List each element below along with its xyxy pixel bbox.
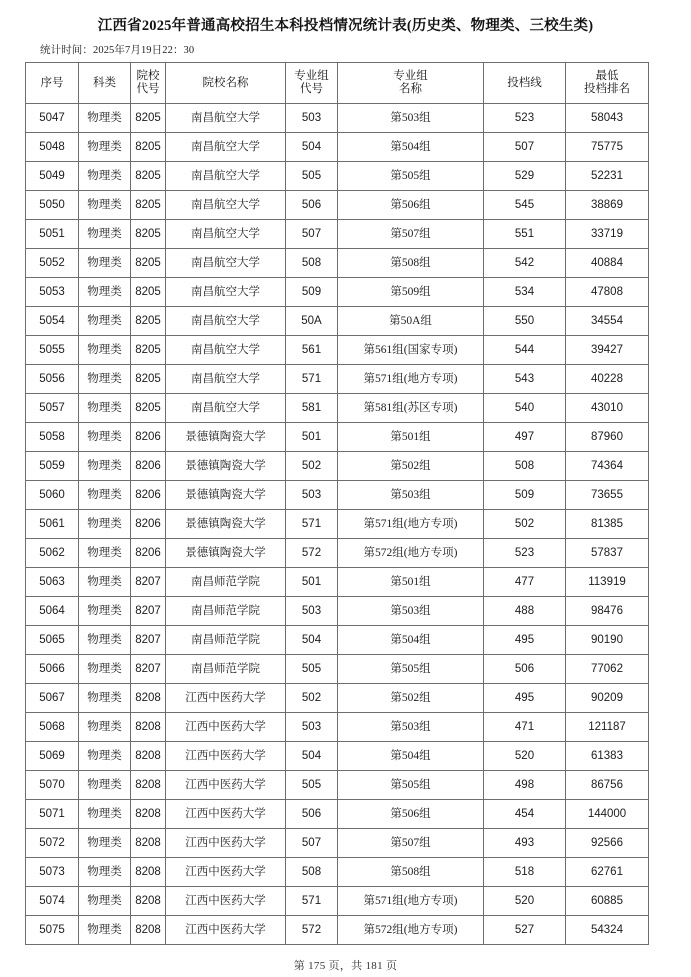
table-body xyxy=(26,104,649,945)
cell-score-line: 497 xyxy=(484,423,566,452)
cell-score-line: 550 xyxy=(484,307,566,336)
cell-group-name: 第581组(苏区专项) xyxy=(338,394,484,423)
table-row xyxy=(26,858,649,887)
cell-min-rank: 38869 xyxy=(566,191,649,220)
cell-sequence: 5067 xyxy=(26,684,79,713)
cell-school-code: 8205 xyxy=(131,394,166,423)
cell-sequence: 5053 xyxy=(26,278,79,307)
cell-school-name: 景德镇陶瓷大学 xyxy=(166,481,286,510)
table-row xyxy=(26,742,649,771)
cell-school-code: 8205 xyxy=(131,104,166,133)
cell-group-name: 第502组 xyxy=(338,684,484,713)
cell-group-code: 503 xyxy=(286,713,338,742)
cell-group-name: 第506组 xyxy=(338,800,484,829)
cell-score-line: 529 xyxy=(484,162,566,191)
column-header-group-name-line2: 名称 xyxy=(399,83,422,95)
column-header-school-code xyxy=(131,63,166,104)
cell-category: 物理类 xyxy=(79,916,131,945)
cell-sequence: 5070 xyxy=(26,771,79,800)
cell-score-line: 540 xyxy=(484,394,566,423)
cell-min-rank: 58043 xyxy=(566,104,649,133)
cell-school-code: 8205 xyxy=(131,133,166,162)
cell-school-code: 8206 xyxy=(131,510,166,539)
cell-school-name: 南昌航空大学 xyxy=(166,191,286,220)
cell-group-name: 第571组(地方专项) xyxy=(338,887,484,916)
cell-group-code: 50A xyxy=(286,307,338,336)
cell-min-rank: 81385 xyxy=(566,510,649,539)
table-row xyxy=(26,191,649,220)
statistics-timestamp: 统计时间：2025年7月19日22：30 xyxy=(40,45,195,56)
cell-score-line: 520 xyxy=(484,742,566,771)
cell-school-code: 8208 xyxy=(131,829,166,858)
cell-score-line: 527 xyxy=(484,916,566,945)
table-row xyxy=(26,481,649,510)
cell-school-name: 南昌师范学院 xyxy=(166,568,286,597)
cell-min-rank: 40884 xyxy=(566,249,649,278)
cell-min-rank: 75775 xyxy=(566,133,649,162)
cell-group-code: 561 xyxy=(286,336,338,365)
cell-school-code: 8208 xyxy=(131,858,166,887)
column-header-sequence-label: 序号 xyxy=(40,76,64,89)
cell-category: 物理类 xyxy=(79,423,131,452)
cell-group-name: 第508组 xyxy=(338,858,484,887)
cell-category: 物理类 xyxy=(79,336,131,365)
table-row xyxy=(26,104,649,133)
cell-group-code: 509 xyxy=(286,278,338,307)
cell-score-line: 518 xyxy=(484,858,566,887)
cell-category: 物理类 xyxy=(79,829,131,858)
table-row xyxy=(26,916,649,945)
column-header-min-rank-line1: 最低 xyxy=(595,70,619,82)
cell-category: 物理类 xyxy=(79,365,131,394)
cell-sequence: 5059 xyxy=(26,452,79,481)
cell-group-name: 第506组 xyxy=(338,191,484,220)
cell-score-line: 523 xyxy=(484,539,566,568)
cell-school-name: 江西中医药大学 xyxy=(166,771,286,800)
cell-min-rank: 57837 xyxy=(566,539,649,568)
cell-group-name: 第571组(地方专项) xyxy=(338,365,484,394)
cell-school-name: 南昌航空大学 xyxy=(166,307,286,336)
cell-sequence: 5049 xyxy=(26,162,79,191)
cell-min-rank: 39427 xyxy=(566,336,649,365)
cell-school-name: 南昌航空大学 xyxy=(166,104,286,133)
column-header-min-rank xyxy=(566,63,649,104)
column-header-group-code-line2: 代号 xyxy=(300,83,323,95)
cell-score-line: 471 xyxy=(484,713,566,742)
cell-category: 物理类 xyxy=(79,452,131,481)
column-header-school-name-label: 院校名称 xyxy=(202,76,249,89)
cell-category: 物理类 xyxy=(79,858,131,887)
cell-category: 物理类 xyxy=(79,191,131,220)
cell-score-line: 523 xyxy=(484,104,566,133)
cell-sequence: 5072 xyxy=(26,829,79,858)
cell-score-line: 493 xyxy=(484,829,566,858)
cell-school-code: 8207 xyxy=(131,626,166,655)
cell-category: 物理类 xyxy=(79,220,131,249)
cell-group-name: 第509组 xyxy=(338,278,484,307)
cell-school-name: 江西中医药大学 xyxy=(166,800,286,829)
table-row xyxy=(26,423,649,452)
cell-min-rank: 40228 xyxy=(566,365,649,394)
cell-min-rank: 43010 xyxy=(566,394,649,423)
cell-group-code: 571 xyxy=(286,365,338,394)
cell-group-name: 第572组(地方专项) xyxy=(338,539,484,568)
cell-school-code: 8207 xyxy=(131,568,166,597)
cell-sequence: 5065 xyxy=(26,626,79,655)
cell-category: 物理类 xyxy=(79,800,131,829)
cell-score-line: 543 xyxy=(484,365,566,394)
column-header-category-label: 科类 xyxy=(93,76,116,89)
cell-group-code: 504 xyxy=(286,626,338,655)
cell-category: 物理类 xyxy=(79,568,131,597)
cell-group-code: 505 xyxy=(286,162,338,191)
cell-group-code: 571 xyxy=(286,887,338,916)
cell-sequence: 5054 xyxy=(26,307,79,336)
cell-min-rank: 90209 xyxy=(566,684,649,713)
cell-score-line: 506 xyxy=(484,655,566,684)
cell-school-code: 8207 xyxy=(131,597,166,626)
cell-category: 物理类 xyxy=(79,684,131,713)
cell-school-code: 8206 xyxy=(131,452,166,481)
column-header-group-code-line1: 专业组 xyxy=(294,70,329,82)
cell-school-name: 南昌航空大学 xyxy=(166,162,286,191)
cell-min-rank: 47808 xyxy=(566,278,649,307)
cell-school-name: 江西中医药大学 xyxy=(166,858,286,887)
cell-min-rank: 121187 xyxy=(566,713,649,742)
table-row xyxy=(26,568,649,597)
cell-score-line: 545 xyxy=(484,191,566,220)
cell-score-line: 454 xyxy=(484,800,566,829)
cell-group-code: 507 xyxy=(286,220,338,249)
cell-category: 物理类 xyxy=(79,278,131,307)
cell-group-name: 第503组 xyxy=(338,481,484,510)
cell-group-code: 507 xyxy=(286,829,338,858)
cell-sequence: 5073 xyxy=(26,858,79,887)
cell-sequence: 5074 xyxy=(26,887,79,916)
table-row xyxy=(26,626,649,655)
table-row xyxy=(26,713,649,742)
cell-sequence: 5047 xyxy=(26,104,79,133)
column-header-score-line-label: 投档线 xyxy=(507,76,542,89)
cell-school-name: 景德镇陶瓷大学 xyxy=(166,539,286,568)
cell-sequence: 5075 xyxy=(26,916,79,945)
cell-sequence: 5055 xyxy=(26,336,79,365)
cell-school-code: 8205 xyxy=(131,191,166,220)
cell-sequence: 5064 xyxy=(26,597,79,626)
cell-min-rank: 54324 xyxy=(566,916,649,945)
table-row xyxy=(26,365,649,394)
cell-min-rank: 60885 xyxy=(566,887,649,916)
cell-score-line: 502 xyxy=(484,510,566,539)
cell-min-rank: 73655 xyxy=(566,481,649,510)
cell-category: 物理类 xyxy=(79,539,131,568)
cell-score-line: 542 xyxy=(484,249,566,278)
table-row xyxy=(26,771,649,800)
cell-score-line: 534 xyxy=(484,278,566,307)
cell-sequence: 5069 xyxy=(26,742,79,771)
cell-sequence: 5052 xyxy=(26,249,79,278)
cell-school-code: 8205 xyxy=(131,365,166,394)
cell-school-name: 南昌航空大学 xyxy=(166,365,286,394)
cell-score-line: 495 xyxy=(484,684,566,713)
cell-school-code: 8205 xyxy=(131,249,166,278)
column-header-group-name-line1: 专业组 xyxy=(393,70,428,82)
column-header-group-code xyxy=(286,63,338,104)
cell-group-name: 第507组 xyxy=(338,220,484,249)
cell-category: 物理类 xyxy=(79,307,131,336)
cell-school-code: 8205 xyxy=(131,336,166,365)
cell-min-rank: 90190 xyxy=(566,626,649,655)
cell-group-code: 508 xyxy=(286,249,338,278)
cell-min-rank: 113919 xyxy=(566,568,649,597)
cell-group-code: 503 xyxy=(286,597,338,626)
cell-category: 物理类 xyxy=(79,481,131,510)
cell-school-name: 南昌航空大学 xyxy=(166,220,286,249)
cell-min-rank: 77062 xyxy=(566,655,649,684)
cell-score-line: 498 xyxy=(484,771,566,800)
cell-score-line: 551 xyxy=(484,220,566,249)
cell-school-name: 江西中医药大学 xyxy=(166,829,286,858)
cell-school-name: 景德镇陶瓷大学 xyxy=(166,423,286,452)
cell-group-name: 第501组 xyxy=(338,568,484,597)
cell-group-name: 第504组 xyxy=(338,133,484,162)
cell-category: 物理类 xyxy=(79,713,131,742)
column-header-sequence xyxy=(26,63,79,104)
cell-group-code: 505 xyxy=(286,771,338,800)
cell-category: 物理类 xyxy=(79,887,131,916)
cell-school-code: 8206 xyxy=(131,423,166,452)
cell-sequence: 5061 xyxy=(26,510,79,539)
table-row xyxy=(26,162,649,191)
cell-category: 物理类 xyxy=(79,162,131,191)
page-title: 江西省2025年普通高校招生本科投档情况统计表(历史类、物理类、三校生类) xyxy=(97,18,594,34)
cell-group-name: 第508组 xyxy=(338,249,484,278)
column-header-school-name xyxy=(166,63,286,104)
cell-school-name: 南昌师范学院 xyxy=(166,626,286,655)
cell-school-name: 江西中医药大学 xyxy=(166,742,286,771)
cell-school-code: 8208 xyxy=(131,771,166,800)
cell-group-code: 506 xyxy=(286,800,338,829)
cell-school-name: 江西中医药大学 xyxy=(166,887,286,916)
cell-group-name: 第503组 xyxy=(338,597,484,626)
cell-score-line: 520 xyxy=(484,887,566,916)
cell-group-name: 第505组 xyxy=(338,162,484,191)
table-row xyxy=(26,887,649,916)
cell-school-code: 8206 xyxy=(131,481,166,510)
cell-group-name: 第504组 xyxy=(338,626,484,655)
cell-group-name: 第50A组 xyxy=(338,307,484,336)
cell-group-code: 504 xyxy=(286,742,338,771)
cell-min-rank: 52231 xyxy=(566,162,649,191)
cell-group-code: 501 xyxy=(286,423,338,452)
cell-min-rank: 92566 xyxy=(566,829,649,858)
cell-sequence: 5048 xyxy=(26,133,79,162)
cell-sequence: 5071 xyxy=(26,800,79,829)
cell-sequence: 5056 xyxy=(26,365,79,394)
cell-sequence: 5051 xyxy=(26,220,79,249)
cell-school-name: 南昌航空大学 xyxy=(166,336,286,365)
cell-category: 物理类 xyxy=(79,655,131,684)
cell-score-line: 509 xyxy=(484,481,566,510)
page-footer: 第 175 页，共 181 页 xyxy=(293,960,398,972)
cell-school-name: 南昌航空大学 xyxy=(166,249,286,278)
cell-group-code: 504 xyxy=(286,133,338,162)
cell-min-rank: 74364 xyxy=(566,452,649,481)
cell-group-name: 第502组 xyxy=(338,452,484,481)
cell-sequence: 5066 xyxy=(26,655,79,684)
cell-school-code: 8208 xyxy=(131,713,166,742)
cell-sequence: 5058 xyxy=(26,423,79,452)
cell-group-code: 503 xyxy=(286,104,338,133)
cell-category: 物理类 xyxy=(79,771,131,800)
table-row xyxy=(26,452,649,481)
table-row xyxy=(26,829,649,858)
cell-group-name: 第505组 xyxy=(338,771,484,800)
table-header-row xyxy=(26,63,649,104)
cell-group-name: 第501组 xyxy=(338,423,484,452)
cell-score-line: 488 xyxy=(484,597,566,626)
cell-school-code: 8205 xyxy=(131,307,166,336)
column-header-school-code-line2: 代号 xyxy=(136,83,160,95)
cell-min-rank: 87960 xyxy=(566,423,649,452)
admission-score-table xyxy=(25,62,649,945)
cell-category: 物理类 xyxy=(79,626,131,655)
cell-category: 物理类 xyxy=(79,510,131,539)
table-row xyxy=(26,510,649,539)
table-row xyxy=(26,539,649,568)
table-container xyxy=(0,57,691,945)
cell-school-code: 8208 xyxy=(131,684,166,713)
cell-group-code: 502 xyxy=(286,684,338,713)
cell-group-name: 第504组 xyxy=(338,742,484,771)
cell-school-name: 南昌师范学院 xyxy=(166,655,286,684)
cell-score-line: 495 xyxy=(484,626,566,655)
column-header-group-name xyxy=(338,63,484,104)
cell-sequence: 5060 xyxy=(26,481,79,510)
cell-school-name: 南昌航空大学 xyxy=(166,278,286,307)
cell-min-rank: 34554 xyxy=(566,307,649,336)
table-row xyxy=(26,133,649,162)
cell-school-name: 江西中医药大学 xyxy=(166,684,286,713)
column-header-min-rank-line2: 投档排名 xyxy=(584,83,630,95)
cell-school-code: 8208 xyxy=(131,742,166,771)
column-header-score-line xyxy=(484,63,566,104)
cell-score-line: 508 xyxy=(484,452,566,481)
column-header-school-code-line1: 院校 xyxy=(136,70,160,82)
cell-school-name: 南昌师范学院 xyxy=(166,597,286,626)
cell-group-name: 第507组 xyxy=(338,829,484,858)
cell-min-rank: 86756 xyxy=(566,771,649,800)
table-row xyxy=(26,249,649,278)
table-row xyxy=(26,394,649,423)
cell-min-rank: 33719 xyxy=(566,220,649,249)
table-row xyxy=(26,220,649,249)
cell-school-code: 8205 xyxy=(131,162,166,191)
table-row xyxy=(26,800,649,829)
cell-score-line: 477 xyxy=(484,568,566,597)
cell-group-code: 501 xyxy=(286,568,338,597)
cell-group-code: 502 xyxy=(286,452,338,481)
cell-school-code: 8206 xyxy=(131,539,166,568)
cell-min-rank: 62761 xyxy=(566,858,649,887)
cell-category: 物理类 xyxy=(79,394,131,423)
cell-group-code: 572 xyxy=(286,539,338,568)
cell-school-name: 南昌航空大学 xyxy=(166,133,286,162)
cell-category: 物理类 xyxy=(79,104,131,133)
cell-sequence: 5063 xyxy=(26,568,79,597)
cell-school-name: 南昌航空大学 xyxy=(166,394,286,423)
cell-sequence: 5062 xyxy=(26,539,79,568)
table-row xyxy=(26,307,649,336)
cell-category: 物理类 xyxy=(79,597,131,626)
table-header xyxy=(26,63,649,104)
cell-school-name: 江西中医药大学 xyxy=(166,713,286,742)
cell-min-rank: 61383 xyxy=(566,742,649,771)
table-row xyxy=(26,655,649,684)
cell-min-rank: 144000 xyxy=(566,800,649,829)
cell-school-code: 8207 xyxy=(131,655,166,684)
cell-group-code: 505 xyxy=(286,655,338,684)
cell-group-name: 第505组 xyxy=(338,655,484,684)
cell-group-name: 第503组 xyxy=(338,104,484,133)
column-header-category xyxy=(79,63,131,104)
cell-group-code: 508 xyxy=(286,858,338,887)
cell-group-code: 571 xyxy=(286,510,338,539)
cell-school-code: 8205 xyxy=(131,220,166,249)
cell-group-code: 506 xyxy=(286,191,338,220)
cell-category: 物理类 xyxy=(79,249,131,278)
cell-group-name: 第561组(国家专项) xyxy=(338,336,484,365)
table-row xyxy=(26,278,649,307)
table-row xyxy=(26,597,649,626)
cell-school-name: 景德镇陶瓷大学 xyxy=(166,510,286,539)
cell-group-name: 第571组(地方专项) xyxy=(338,510,484,539)
cell-group-code: 572 xyxy=(286,916,338,945)
cell-school-name: 景德镇陶瓷大学 xyxy=(166,452,286,481)
cell-school-code: 8208 xyxy=(131,887,166,916)
cell-sequence: 5057 xyxy=(26,394,79,423)
table-row xyxy=(26,684,649,713)
cell-score-line: 544 xyxy=(484,336,566,365)
cell-group-code: 503 xyxy=(286,481,338,510)
cell-sequence: 5050 xyxy=(26,191,79,220)
cell-school-code: 8208 xyxy=(131,800,166,829)
cell-school-code: 8205 xyxy=(131,278,166,307)
cell-score-line: 507 xyxy=(484,133,566,162)
cell-category: 物理类 xyxy=(79,742,131,771)
cell-school-name: 江西中医药大学 xyxy=(166,916,286,945)
cell-category: 物理类 xyxy=(79,133,131,162)
table-row xyxy=(26,336,649,365)
cell-school-code: 8208 xyxy=(131,916,166,945)
cell-group-code: 581 xyxy=(286,394,338,423)
cell-sequence: 5068 xyxy=(26,713,79,742)
cell-group-name: 第503组 xyxy=(338,713,484,742)
cell-min-rank: 98476 xyxy=(566,597,649,626)
cell-group-name: 第572组(地方专项) xyxy=(338,916,484,945)
